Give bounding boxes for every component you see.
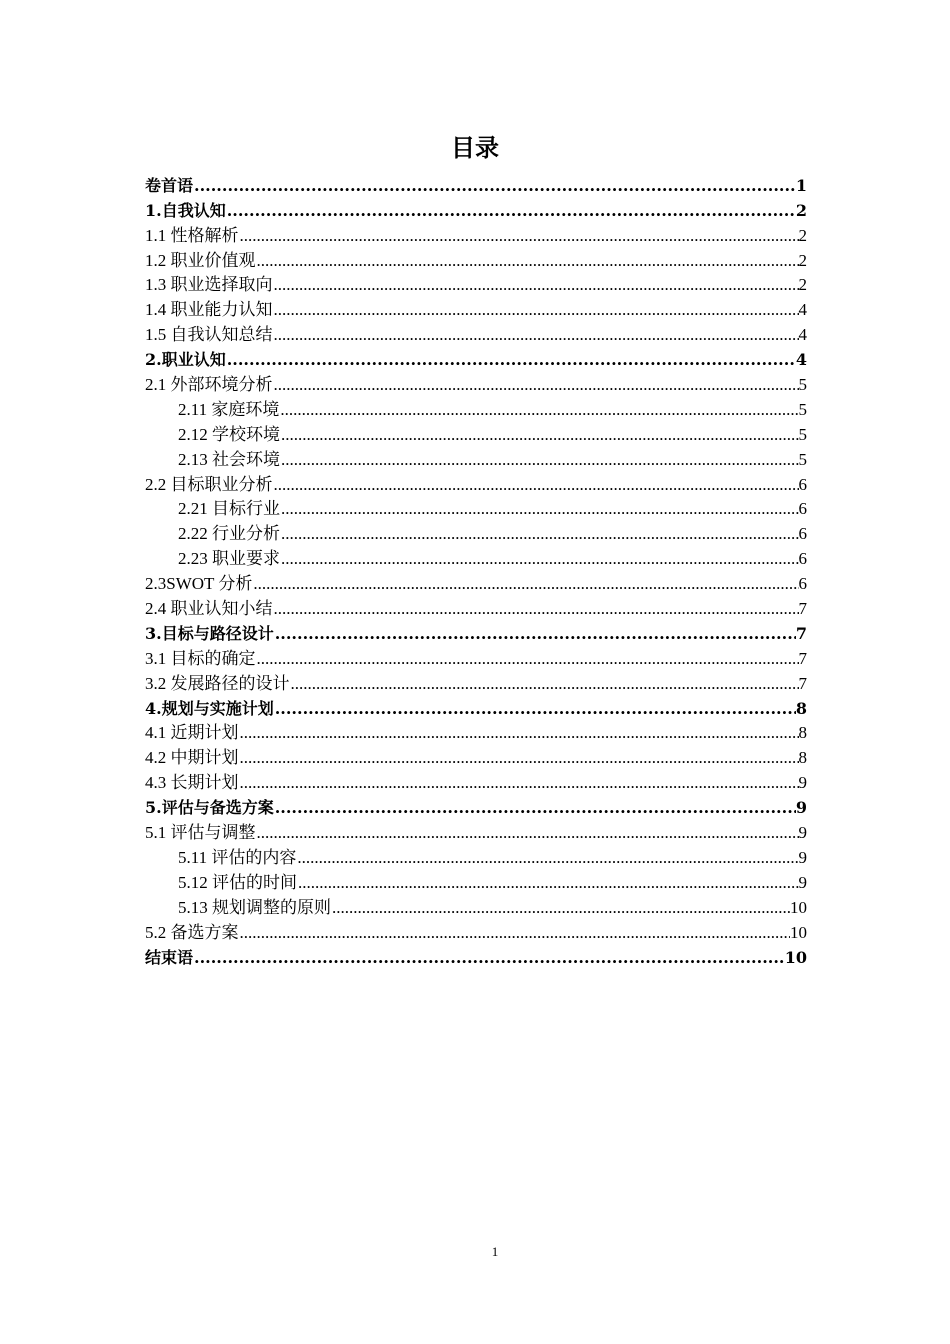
toc-entry[interactable] (145, 296, 807, 321)
toc-entry[interactable] (145, 471, 807, 496)
toc-dot-leader (239, 772, 799, 794)
toc-entry[interactable] (145, 421, 807, 446)
toc-dot-leader (256, 822, 799, 844)
toc-entry-title: 2.22 行业分析 (178, 524, 280, 544)
toc-entry-page: 9 (798, 872, 807, 892)
toc-entry-title: 4.1 近期计划 (145, 723, 239, 743)
toc-dot-leader (252, 573, 798, 595)
toc-entry-page: 4 (795, 350, 807, 370)
toc-dot-leader (273, 324, 799, 346)
toc-dot-leader (274, 623, 796, 645)
toc-dot-leader (239, 225, 799, 247)
toc-dot-leader (280, 498, 799, 520)
toc-entry-page: 10 (790, 897, 807, 917)
toc-entry[interactable] (145, 620, 807, 645)
toc-entry-title: 1.3 职业选择取向 (145, 275, 273, 295)
toc-entry-page: 2 (795, 200, 807, 220)
toc-entry[interactable] (145, 794, 807, 819)
toc-entry-title: 2.职业认知 (145, 350, 226, 370)
toc-entry[interactable] (145, 321, 807, 346)
toc-dot-leader (193, 947, 785, 969)
toc-entry-page: 6 (798, 524, 807, 544)
toc-entry-title: 卷首语 (145, 175, 194, 195)
toc-dot-leader (274, 698, 796, 720)
toc-entry-page: 8 (798, 748, 807, 768)
toc-entry-page: 6 (798, 474, 807, 494)
toc-entry[interactable] (145, 570, 807, 595)
toc-entry-page: 2 (798, 275, 807, 295)
toc-dot-leader (297, 872, 799, 894)
toc-entry[interactable] (145, 869, 807, 894)
toc-entry-page: 10 (790, 922, 807, 942)
toc-dot-leader (256, 250, 799, 272)
toc-entry-title: 5.13 规划调整的原则 (178, 897, 331, 917)
toc-entry-page: 2 (798, 225, 807, 245)
page-number: 1 (491, 1244, 499, 1259)
toc-entry-page: 4 (798, 325, 807, 345)
toc-entry-page: 7 (795, 623, 807, 643)
toc-dot-leader (279, 399, 798, 421)
toc-dot-leader (193, 175, 796, 197)
toc-entry[interactable] (145, 247, 807, 272)
toc-entry[interactable] (145, 446, 807, 471)
toc-entry-title: 1.1 性格解析 (145, 225, 239, 245)
toc-dot-leader (273, 374, 799, 396)
toc-entry-title: 4.2 中期计划 (145, 748, 239, 768)
toc-entry-title: 3.2 发展路径的设计 (145, 673, 290, 693)
toc-entry-title: 3.1 目标的确定 (145, 648, 256, 668)
toc-entry[interactable] (145, 272, 807, 297)
toc-dot-leader (256, 648, 799, 670)
toc-dot-leader (331, 897, 790, 919)
toc-entry-page: 2 (798, 250, 807, 270)
toc-entry-page: 6 (798, 499, 807, 519)
toc-entry-title: 5.评估与备选方案 (145, 798, 274, 818)
toc-entry-title: 5.1 评估与调整 (145, 823, 256, 843)
toc-entry-title: 结束语 (145, 947, 194, 967)
toc-entry[interactable] (145, 595, 807, 620)
toc-entry-page: 9 (798, 823, 807, 843)
toc-entry-page: 6 (798, 574, 807, 594)
toc-entry-page: 5 (798, 449, 807, 469)
toc-entry[interactable] (145, 222, 807, 247)
toc-entry-title: 2.1 外部环境分析 (145, 375, 273, 395)
toc-entry-title: 2.21 目标行业 (178, 499, 280, 519)
toc-entry-title: 5.11 评估的内容 (178, 847, 297, 867)
toc-entry[interactable] (145, 645, 807, 670)
toc-entry[interactable] (145, 496, 807, 521)
toc-entry-title: 2.4 职业认知小结 (145, 599, 273, 619)
toc-entry[interactable] (145, 720, 807, 745)
toc-entry-title: 2.11 家庭环境 (178, 399, 280, 419)
toc-entry-title: 2.13 社会环境 (178, 449, 280, 469)
toc-entry-page: 5 (798, 424, 807, 444)
page-title: 目录 (451, 134, 499, 162)
toc-dot-leader (226, 349, 796, 371)
toc-entry[interactable] (145, 172, 807, 197)
toc-entry[interactable] (145, 744, 807, 769)
toc-entry[interactable] (145, 844, 807, 869)
toc-entry[interactable] (145, 894, 807, 919)
toc-dot-leader (280, 424, 799, 446)
toc-dot-leader (280, 523, 799, 545)
toc-entry-title: 1.5 自我认知总结 (145, 325, 273, 345)
toc-entry[interactable] (145, 670, 807, 695)
toc-entry-page: 10 (784, 947, 807, 967)
toc-entry-title: 5.2 备选方案 (145, 922, 239, 942)
toc-entry-page: 8 (798, 723, 807, 743)
toc-entry[interactable] (145, 371, 807, 396)
toc-entry-page: 8 (795, 698, 807, 718)
toc-dot-leader (290, 673, 799, 695)
toc-entry-page: 4 (798, 300, 807, 320)
toc-entry-page: 5 (798, 399, 807, 419)
toc-entry[interactable] (145, 769, 807, 794)
toc-dot-leader (273, 598, 799, 620)
toc-entry-page: 9 (795, 798, 807, 818)
toc-entry-title: 5.12 评估的时间 (178, 872, 297, 892)
toc-entry-page: 7 (798, 648, 807, 668)
toc-entry[interactable] (145, 346, 807, 371)
toc-entry[interactable] (145, 695, 807, 720)
toc-dot-leader (273, 474, 799, 496)
toc-entry-title: 2.3SWOT 分析 (145, 574, 253, 594)
toc-entry-title: 1.2 职业价值观 (145, 250, 256, 270)
toc-dot-leader (226, 200, 796, 222)
toc-entry-title: 1.自我认知 (145, 200, 226, 220)
toc-entry[interactable] (145, 919, 807, 944)
toc-entry-page: 7 (798, 599, 807, 619)
toc-entry[interactable] (145, 197, 807, 222)
toc-dot-leader (296, 847, 798, 869)
toc-entry-title: 3.目标与路径设计 (145, 623, 274, 643)
toc-entry-title: 4.规划与实施计划 (145, 698, 274, 718)
toc-entry-page: 9 (798, 847, 807, 867)
toc-dot-leader (273, 274, 799, 296)
toc-dot-leader (280, 548, 799, 570)
toc-dot-leader (280, 449, 799, 471)
toc-entry-title: 2.2 目标职业分析 (145, 474, 273, 494)
table-of-contents (145, 172, 807, 969)
toc-entry-page: 1 (795, 175, 807, 195)
toc-entry-title: 1.4 职业能力认知 (145, 300, 273, 320)
toc-dot-leader (273, 299, 799, 321)
toc-entry-page: 6 (798, 549, 807, 569)
toc-dot-leader (274, 797, 796, 819)
toc-dot-leader (239, 922, 791, 944)
toc-entry-page: 7 (798, 673, 807, 693)
toc-entry-title: 2.23 职业要求 (178, 549, 280, 569)
toc-entry[interactable] (145, 520, 807, 545)
toc-dot-leader (239, 747, 799, 769)
toc-entry[interactable] (145, 396, 807, 421)
toc-dot-leader (239, 722, 799, 744)
toc-entry[interactable] (145, 545, 807, 570)
toc-entry-page: 5 (798, 375, 807, 395)
toc-entry[interactable] (145, 819, 807, 844)
toc-entry-title: 2.12 学校环境 (178, 424, 280, 444)
toc-entry[interactable] (145, 944, 807, 969)
toc-entry-page: 9 (798, 773, 807, 793)
toc-entry-title: 4.3 长期计划 (145, 773, 239, 793)
